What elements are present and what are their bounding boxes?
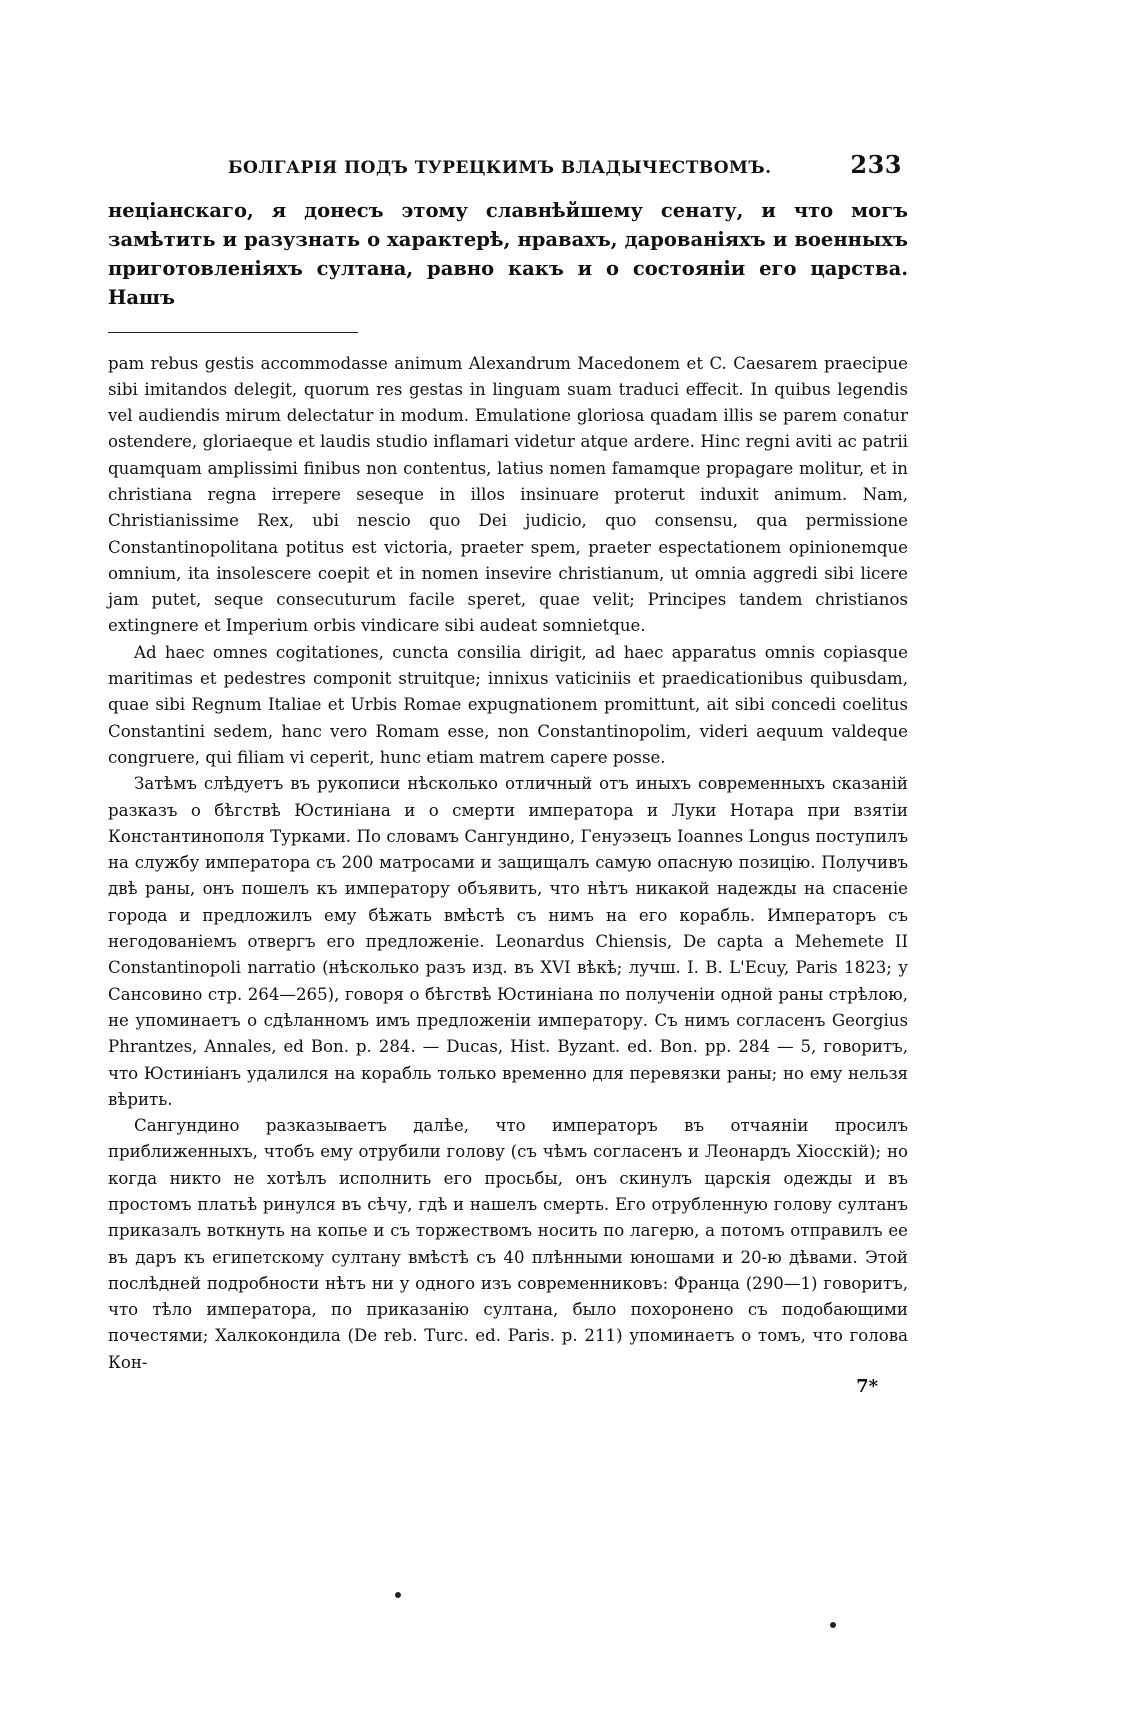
body-paragraph-2: Сангундино разказываетъ далѣе, что императоръ въ отчаяніи просилъ приближенныхъ, чтобъ ему отрубили голову (съ чѣмъ согласенъ и Леонардъ Хіосскій); но когда никто не хотѣлъ исполнить его просьбы, онъ скинулъ царскія одежды и въ простомъ платьѣ ринулся въ сѣчу, гдѣ и нашелъ смерть. Его отрубленную голову султанъ приказалъ воткнуть на копье и съ торжествомъ носить по лагерю, а потомъ отправилъ ее въ даръ къ египетскому султану вмѣстѣ съ 40 плѣнными юношами и 20-ю дѣвами. Этой послѣдней подробности нѣтъ ни у одного изъ современниковъ: Франца (290—1) говоритъ, что тѣло императора, по приказанію султана, было похоронено съ подобающими почестями; Халкокондила (De reb. Turc. ed. Paris. p. 211) упоминаетъ о томъ, что голова Кон- — [108, 1116, 908, 1372]
book-page — [108, 150, 908, 1397]
running-head — [108, 150, 908, 190]
page-number: 233 — [850, 150, 902, 179]
main-text: неціанскаго, я донесъ этому славнѣйшему сенату, и что могъ замѣтить и разузнать о характерѣ, нравахъ, дарованіяхъ и военныхъ приготовленіяхъ султана, равно какъ и о состояніи его царства. Нашъ — [108, 199, 908, 309]
signature-mark: 7* — [856, 1376, 878, 1398]
running-head-title: БОЛГАРІЯ ПОДЪ ТУРЕЦКИМЪ ВЛАДЫЧЕСТВОМЪ. — [228, 158, 772, 178]
footnote-divider — [108, 332, 358, 333]
footnote-paragraph-1: pam rebus gestis accommodasse animum Alexandrum Macedonem et C. Caesarem praecipue sibi imitandos delegit, quorum res gestas in linguam suam traduci effecit. In quibus legendis vel audiendis mirum delectatur in modum. Emulatione gloriosa quadam illis se parem conatur ostendere, gloriaeque et laudis studio inflamari videtur atque ardere. Hinc regni aviti ac patrii quamquam amplissimi finibus non contentus, latius nomen famamque propagare molitur, et in christiana regna irrepere seseque in illos insinuare proterut induxit animum. Nam, Christianissime Rex, ubi nescio quo Dei judicio, quo consensu, qua permissione Constantinopolitana potitus est victoria, praeter spem, praeter espectationem opinionemque omnium, ita insolescere coepit et in nomen insevire christianum, ut omnia aggredi sibi licere jam putet, seque consecuturum facile speret, quae velit; Principes tandem christianos extingnere et Imperium orbis vindicare sibi audeat somnietque. — [108, 353, 908, 636]
print-speck — [830, 1622, 836, 1628]
footnote-paragraph-2: Ad haec omnes cogitationes, cuncta consilia dirigit, ad haec apparatus omnis copiasque maritimas et pedestres componit struitque; innixus vaticiniis et praedicationibus quibusdam, quae sibi Regnum Italiae et Urbis Romae expugnationem promittunt, ait sibi concedi coelitus Constantini sedem, hanc vero Romam esse, non Constantinopolim, videri aequum valdeque congruere, qui filiam vi ceperit, hunc etiam matrem capere posse. — [108, 642, 908, 767]
body-paragraph-1: Затѣмъ слѣдуетъ въ рукописи нѣсколько отличный отъ иныхъ современныхъ сказаній разказъ о бѣгствѣ Юстиніана и о смерти императора и Луки Нотара при взятіи Константинополя Турками. По словамъ Сангундино, Генуэзецъ Ioannes Longus поступилъ на службу императора съ 200 матросами и защищалъ самую опасную позицію. Получивъ двѣ раны, онъ пошелъ къ императору объявить, что нѣтъ никакой надежды на спасеніе города и предложилъ ему бѣжать вмѣстѣ съ нимъ на его корабль. Императоръ съ негодованіемъ отвергъ его предложеніе. Leonardus Chiensis, De capta a Mehemete II Constantinopoli narratio (нѣсколько разъ изд. въ XVI вѣкѣ; лучш. I. B. L'Ecuy, Paris 1823; у Сансовино стр. 264—265), говоря о бѣгствѣ Юстиніана по полученіи одной раны стрѣлою, не упоминаетъ о сдѣланномъ имъ предложеніи императору. Съ нимъ согласенъ Georgius Phrantzes, Annales, ed Bon. p. 284. — Ducas, Hist. Byzant. ed. Bon. pp. 284 — 5, говоритъ, что Юстиніанъ удалился на корабль только временно для перевязки раны; но ему нельзя вѣрить. — [108, 774, 908, 1109]
print-speck — [395, 1592, 401, 1598]
